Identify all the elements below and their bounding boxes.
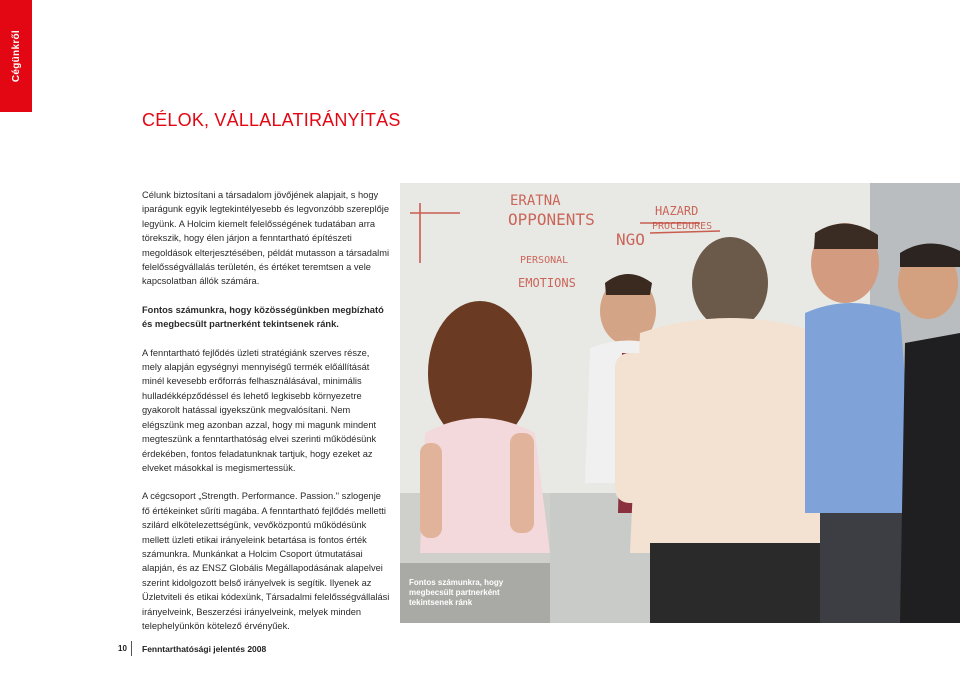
page-number: 10 (118, 644, 127, 653)
meeting-photo-illustration (400, 183, 960, 623)
footer-divider (131, 641, 132, 656)
photo-caption: Fontos számunkra, hogy megbecsült partnerként tekintsenek ránk (409, 578, 504, 607)
whiteboard-word-4: EMOTIONS (518, 276, 576, 290)
footer-title: Fenntarthatósági jelentés 2008 (142, 644, 267, 654)
section-tab (0, 0, 32, 112)
whiteboard-word-6: HAZARD (655, 204, 699, 218)
values-paragraph: A cégcsoport „Strength. Performance. Passion." szlogenje fő értékeinket sűríti magába. A fenntartható fejlődés melletti szilárd elkötelezettségünk, vevőközpontú működésünk mellett üzleti etikai irányeleink betartása is fontos érték számunkra. Munkánkat a Holcim Csoport útmutatásai alapján, és az ENSZ Globális Megállapodásának alapelvei szerint kidolgozott belső irányelvek is segítik. Ilyenek az Üzletviteli és etikai kódexünk, Társadalmi felelősségvállalási irányelveink, Beszerzési irányelveink, melyek minden telephelyünkön kötelező érvényűek. (142, 491, 390, 631)
whiteboard-word-3: PERSONAL (520, 255, 569, 266)
intro-paragraph: Célunk biztosítani a társadalom jövőjének alapjait, s hogy iparágunk egyik legtekintélyesebb és legvonzóbb szereplője legyünk. A Holcim kiemelt felelősségének tudatában arra törekszik, hogy élen járjon a fenntartható építészeti megoldások elterjesztésében, példát mutasson a társadalmi felelősségvállalás területén, és értéket teremtsen a vele kapcsolatban állók számára. (142, 190, 390, 287)
section-tab-label: Cégünkről (10, 29, 22, 83)
highlight-quote: Fontos számunkra, hogy közösségünkben megbízható és megbecsült partnerként tekintsenek ránk. (142, 304, 384, 330)
whiteboard-word-1: ERATNA (510, 193, 561, 209)
meeting-photo (400, 183, 960, 623)
whiteboard-word-7: PROCEDURES (652, 221, 713, 232)
page-title: CÉLOK, VÁLLALATIRÁNYÍTÁS (142, 110, 401, 130)
body-text-column (142, 188, 390, 633)
sustainability-paragraph: A fenntartható fejlődés üzleti stratégiánk szerves része, mely alapján egységnyi mennyiségű termék előállítását minél kevesebb erőforrás felhasználásával, minimális hulladékképződéssel és lehető legkisebb környezetre gyakorolt hatással igyekszünk megvalósítani. Nem elégszünk meg azonban azzal, hogy mi magunk mindent megteszünk a fenntarthatóság elvei szerinti működésünk érdekében, fontos feladatunknak tartjuk, hogy ezeket az elveket másokkal is megismertessük. (142, 347, 377, 473)
whiteboard-word-2: OPPONENTS (508, 210, 595, 229)
whiteboard-word-5: NGO (616, 230, 645, 249)
